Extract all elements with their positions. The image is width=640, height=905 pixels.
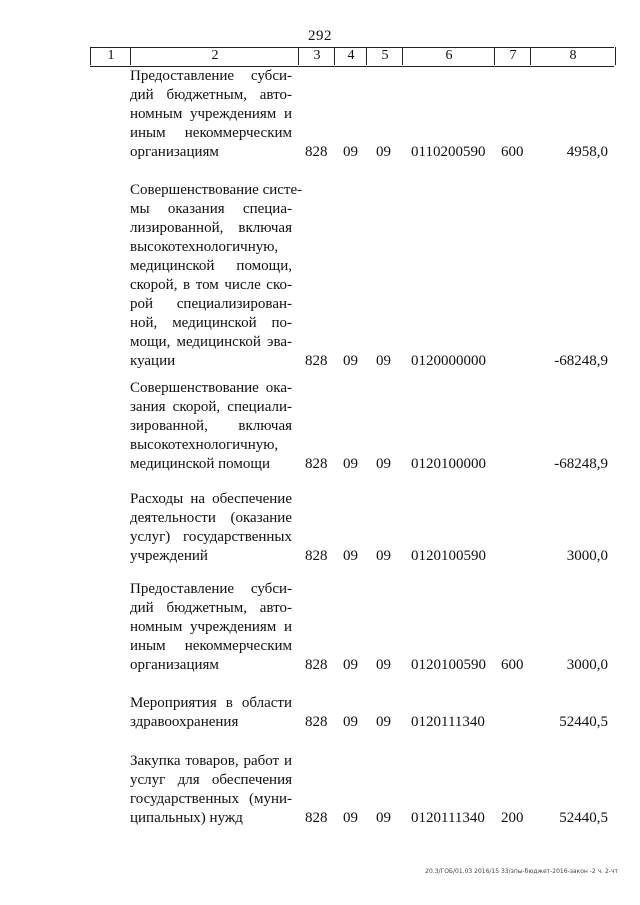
description-line: Мероприятия в области [130,695,292,711]
row-value-c5: 09 [376,353,391,369]
row-value-c6: 0120111340 [411,714,485,730]
description-line: медицинской помощи [130,456,270,472]
row-value-c7: 200 [501,810,524,826]
description-line: рой специализирован- [130,296,292,312]
row-value-c8: 4958,0 [566,144,608,160]
row-description [130,580,292,675]
row-value-c6: 0120111340 [411,810,485,826]
row-description [130,67,292,162]
row-value-c7: 600 [501,657,524,673]
row-value-c3: 828 [305,353,328,369]
row-description [130,752,292,828]
row-value-c3: 828 [305,548,328,564]
header-col-4: 4 [334,47,367,65]
row-value-c8: 3000,0 [566,657,608,673]
table-header-row [0,47,640,65]
row-value-c8: 52440,5 [559,810,608,826]
row-value-c5: 09 [376,456,391,472]
description-line: номным учреждениям и [130,106,292,122]
header-col-6: 6 [402,47,495,65]
description-line: организациям [130,144,219,160]
row-value-c4: 09 [343,657,358,673]
header-col-1: 1 [90,47,131,65]
description-line: здравоохранения [130,714,239,730]
description-line: Расходы на обеспечение [130,491,292,507]
row-value-c4: 09 [343,456,358,472]
description-line: лизированной, включая [130,220,292,236]
header-col-2: 2 [130,47,299,65]
description-line: мы оказания специа- [130,201,292,217]
header-col-5: 5 [366,47,403,65]
description-line: дий бюджетным, авто- [130,87,292,103]
row-description [130,379,292,474]
row-value-c3: 828 [305,810,328,826]
row-value-c6: 0120100590 [411,548,486,564]
description-line: зания скорой, специали- [130,399,292,415]
row-value-c4: 09 [343,353,358,369]
description-line: Предоставление субси- [130,68,292,84]
description-line: мощи, медицинской эва- [130,334,292,350]
description-line: высокотехнологичную, [130,239,279,255]
description-line: организациям [130,657,219,673]
page-number: 292 [308,28,332,44]
description-line: ной, медицинской по- [130,315,292,331]
row-value-c8: -68248,9 [554,353,608,369]
description-line: зированной, включая [130,418,292,434]
row-value-c4: 09 [343,714,358,730]
header-col-3: 3 [298,47,335,65]
row-value-c4: 09 [343,144,358,160]
description-line: высокотехнологичную, [130,437,279,453]
row-value-c5: 09 [376,714,391,730]
description-line: ципальных) нужд [130,810,243,826]
description-line: медицинской помощи, [130,258,292,274]
description-line: услуг) государственных [130,529,292,545]
description-line: государственных (муни- [130,791,292,807]
description-line: Предоставление субси- [130,581,292,597]
description-line: Совершенствование систе- [130,182,303,198]
row-description [130,181,303,371]
row-value-c6: 0120000000 [411,353,486,369]
row-value-c4: 09 [343,548,358,564]
description-line: учреждений [130,548,208,564]
row-value-c8: 52440,5 [559,714,608,730]
row-value-c4: 09 [343,810,358,826]
description-line: услуг для обеспечения [130,772,292,788]
description-line: деятельности (оказание [130,510,292,526]
row-value-c6: 0120100000 [411,456,486,472]
row-description [130,694,292,732]
row-value-c7: 600 [501,144,524,160]
footer-reference: 20.3/ГОБ/01.03 2016/15 33/зпы-бюджет-2016-закон -2 ч. 2-чт [425,868,618,875]
row-value-c3: 828 [305,714,328,730]
row-description [130,490,292,566]
header-col-7: 7 [494,47,531,65]
row-value-c3: 828 [305,456,328,472]
description-line: дий бюджетным, авто- [130,600,292,616]
description-line: скорой, в том числе ско- [130,277,292,293]
description-line: куации [130,353,176,369]
row-value-c6: 0120100590 [411,657,486,673]
description-line: Закупка товаров, работ и [130,753,292,769]
row-value-c5: 09 [376,548,391,564]
row-value-c6: 0110200590 [411,144,486,160]
row-value-c3: 828 [305,657,328,673]
row-value-c5: 09 [376,144,391,160]
header-col-8: 8 [530,47,616,65]
row-value-c3: 828 [305,144,328,160]
row-value-c8: -68248,9 [554,456,608,472]
row-value-c5: 09 [376,810,391,826]
description-line: иным некоммерческим [130,125,292,141]
row-value-c5: 09 [376,657,391,673]
description-line: номным учреждениям и [130,619,292,635]
row-value-c8: 3000,0 [566,548,608,564]
description-line: Совершенствование ока- [130,380,292,396]
description-line: иным некоммерческим [130,638,292,654]
